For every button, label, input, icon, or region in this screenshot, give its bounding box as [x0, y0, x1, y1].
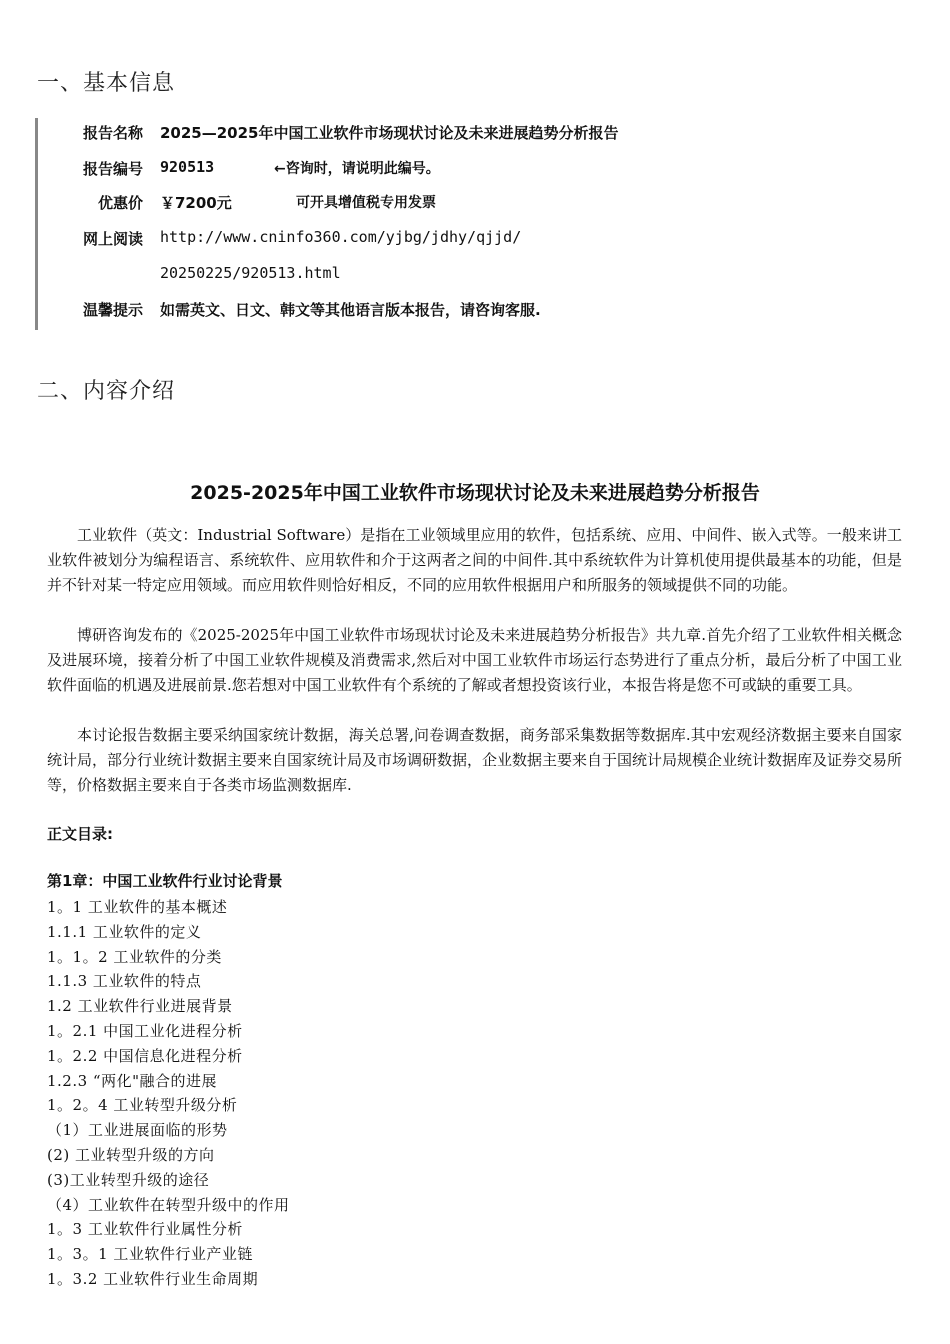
- toc-list: [47, 895, 290, 1292]
- online-reading-link[interactable]: http://www.cninfo360.com/yjbg/jdhy/qjjd/: [160, 228, 522, 246]
- section-title-basic-info: 一、基本信息: [37, 71, 176, 96]
- toc-chapter-1: 第1章：中国工业软件行业讨论背景: [47, 872, 283, 890]
- intro-paragraph-2: 博研咨询发布的《2025-2025年中国工业软件市场现状讨论及未来进展趋势分析报告》共九章.首先介绍了工业软件相关概念及进展环境，接着分析了中国工业软件规模及消费需求,然后对中国工业软件市场运行态势进行了重点分析，最后分析了中国工业软件面临的机遇及进展前景.您若想对中国工业软件有个系统的了解或者想投资该行业，本报告将是您不可或缺的重要工具。: [47, 626, 902, 694]
- price-value: ￥7200元: [160, 194, 232, 212]
- invoice-note: 可开具增值税专用发票: [296, 195, 436, 211]
- online-reading-label: 网上阅读: [82, 230, 143, 248]
- toc-item: （1）工业进展面临的形势: [47, 1121, 228, 1140]
- toc-item: 1。2.2 中国信息化进程分析: [47, 1046, 243, 1065]
- toc-item: 1.1.3 工业软件的特点: [47, 972, 202, 991]
- toc-item: 1。2.1 中国工业化进程分析: [47, 1021, 243, 1040]
- tip-label: 温馨提示: [82, 301, 143, 319]
- toc-item: 1.2.3 “两化"融合的进展: [47, 1071, 218, 1090]
- intro-paragraph-3: 本讨论报告数据主要采纳国家统计数据，海关总署,问卷调查数据，商务部采集数据等数据库.其中宏观经济数据主要来自国家统计局，部分行业统计数据主要来自国家统计局及市场调研数据，企业数据主要来自于国统计局规模企业统计数据库及证券交易所等，价格数据主要来自于各类市场监测数据库.: [47, 726, 903, 794]
- report-name-value: 2025—2025年中国工业软件市场现状讨论及未来进展趋势分析报告: [160, 124, 619, 142]
- online-reading-link-cont[interactable]: 20250225/920513.html: [160, 264, 341, 282]
- price-label: 优惠价: [97, 194, 143, 212]
- report-title: 2025-2025年中国工业软件市场现状讨论及未来进展趋势分析报告: [190, 482, 760, 504]
- report-code-note: ←咨询时，请说明此编号。: [274, 161, 440, 177]
- toc-item: 1。3.2 工业软件行业生命周期: [47, 1269, 259, 1288]
- toc-item: 1。1 工业软件的基本概述: [47, 898, 228, 916]
- tip-value: 如需英文、日文、韩文等其他语言版本报告，请咨询客服.: [160, 301, 541, 319]
- basic-info-box: [35, 118, 898, 330]
- toc-item: 1。2。4 工业转型升级分析: [47, 1096, 238, 1115]
- report-name-label: 报告名称: [82, 124, 143, 142]
- toc-item: 1.2 工业软件行业进展背景: [47, 997, 233, 1016]
- toc-heading: 正文目录:: [47, 825, 113, 843]
- section-title-content-intro: 二、内容介绍: [37, 379, 176, 404]
- toc-item: (2) 工业转型升级的方向: [47, 1145, 215, 1164]
- intro-paragraph-1: 工业软件（英文：Industrial Software）是指在工业领域里应用的软件，包括系统、应用、中间件、嵌入式等。一般来讲工业软件被划分为编程语言、系统软件、应用软件和介于这两者之间的中间件.其中系统软件为计算机使用提供最基本的功能，但是并不针对某一特定应用领域。而应用软件则恰好相反，不同的应用软件根据用户和所服务的领域提供不同的功能。: [47, 526, 902, 594]
- toc-item: 1。1。2 工业软件的分类: [47, 947, 222, 966]
- toc-item: (3)工业转型升级的途径: [47, 1170, 210, 1189]
- toc-item: 1。3。1 工业软件行业产业链: [47, 1245, 253, 1264]
- report-code-label: 报告编号: [82, 160, 143, 178]
- report-code-value: 920513: [160, 158, 215, 176]
- toc-item: 1.1.1 工业软件的定义: [47, 922, 202, 941]
- toc-item: 1。3 工业软件行业属性分析: [47, 1220, 243, 1239]
- toc-item: （4）工业软件在转型升级中的作用: [47, 1195, 290, 1214]
